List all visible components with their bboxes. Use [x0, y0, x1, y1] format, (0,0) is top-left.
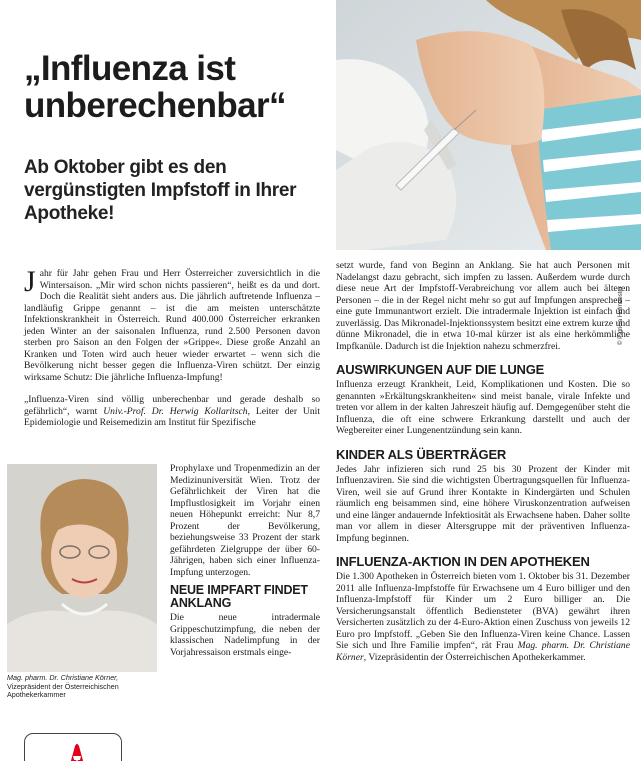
- subheadline: Ab Oktober gibt es den vergünstigten Impfstoff in Ihrer Apotheke!: [24, 157, 297, 224]
- column-left-narrow: [170, 463, 320, 658]
- photo-credit: © Patricia Hofmeester: [618, 286, 624, 345]
- section-text-aktion: Die 1.300 Apotheken in Österreich bieten vom 1. Oktober bis 31. Dezember 2011 alle Influenza-Impfstoffe für Erwachsene um 4 Euro billiger und den Influenza-Impfstoff für Kinder um 2 Euro billiger an. Die Versicherungsanstalt öffentlich Bediensteter (BVA) gewährt ihren Versicherten zusätzlich zu der 4-Euro-Aktion einen Zuschuss von jeweils 12 Euro pro Impfstoff. „Geben Sie den Influenza-Viren keine Chance. Lassen Sie sich und Ihre Familie impfen“, rät Frau Mag. pharm. Dr. Christiane Körner, Vizepräsidentin der Österreichischen Apothekerkammer.: [336, 571, 630, 663]
- intro-paragraph: Jahr für Jahr gehen Frau und Herr Österreicher zuversichtlich in die Wintersaison. „Mir wird schon nichts passieren“, heißt es da und dort. Doch die Realität sieht anders aus. Die jährlich auftretende Influenza – landläufig Grippe genannt – ist die am meisten unterschätzte Infektionskrankheit in Österreich. Rund 400.000 Österreicher erkranken jeden Winter an der saisonalen Influenza, rund 2.500 Personen davon sterben pro Saison an den Folgen der »Grippe«. Diese große Anzahl an Kranken und Toten wird auch heuer wieder erwartet – wenn sich die Bevölkerung nicht besser gegen die Influenza-Viren schützt. Der einzig wirksame Schutz: Die jährliche Influenza-Impfung!: [24, 265, 320, 383]
- section-heading-aktion: INFLUENZA-AKTION IN DEN APOTHEKEN: [336, 554, 590, 569]
- headline: „Influenza ist unberechenbar“: [24, 49, 286, 125]
- dropcap: J: [24, 265, 36, 298]
- arm-injection-photo: [336, 0, 641, 250]
- section-text-lunge: Influenza erzeugt Krankheit, Leid, Komplikationen und Kosten. Die so genannten »Erkältungskrankheiten« sind meist banale, virale Infekte und treten vor allem in der kalten Jahreszeit häufig auf. Demgegenüber steht die Influenza, die oft eine schwere Erkrankung darstellt und auch der Wegbereiter einer Lungenentzündung sein kann.: [336, 379, 630, 436]
- narrow-paragraph: Prophylaxe und Tropenmedizin an der Medizinuniversität Wien. Trotz der Gefährlichkeit der Viren hat die Impflustlosigkeit im Vorjahr einen neuen Höhepunkt erreicht: Nur 8,7 Prozent der Bevölkerung, beziehungsweise 33 Prozent der stark gefährdeten Zielgruppe der über 60-Jährigen, haben sich einer Influenza-Impfung unterzogen.: [170, 463, 320, 578]
- quote-paragraph: „Influenza-Viren sind völlig unberechenbar und gerade deshalb so gefährlich“, warnt Univ.-Prof. Dr. Herwig Kollaritsch, Leiter der Unit Epidemiologie und Reisemedizin am Institut für Spezifische: [24, 394, 320, 428]
- section-heading-kinder: KINDER ALS ÜBERTRÄGER: [336, 446, 507, 462]
- column-right: [336, 260, 630, 663]
- portrait-photo: [7, 464, 157, 672]
- apotheke-logo: [24, 733, 122, 761]
- pharmacist-name: Mag. pharm. Dr. Christiane Körner: [336, 640, 630, 663]
- section-heading-neue-impfart: NEUE IMPFART FINDET ANKLANG: [170, 583, 308, 610]
- portrait-caption: Mag. pharm. Dr. Christiane Körner, Vizepräsident der Österreichischen Apothekerkammer: [7, 673, 119, 700]
- expert-name: Univ.-Prof. Dr. Herwig Kollaritsch: [103, 405, 248, 417]
- section-text-kinder: Jedes Jahr infizieren sich rund 25 bis 30 Prozent der Kinder mit Influenzaviren. Sie sind die wichtigsten Übertragungsquellen für Influenza-Viren, weil sie auf Grund ihrer Kontakte in Kindergärten und Schulen räumlich eng beisammen sind, eine höhere Viruskonzentration aufweisen und eine länger andauernde Infektiosität als Erwachsene haben. Daher sollte man vor allem in dieser Altersgruppe mit der präventiven Influenza-Impfung beginnen.: [336, 463, 630, 544]
- section-text-neue-impfart: Die neue intradermale Grippeschutzimpfung, die neben der klassischen Nadelimpfung in der Vorjahressaison erstmals einge-: [170, 612, 320, 658]
- continued-paragraph: setzt wurde, fand von Beginn an Anklang. Sie hat auch Personen mit Nadelangst dazu gebracht, sich impfen zu lassen. Außerdem wurde durch diese neue Art der Impfstoff-Verabreichung vor allem auch bei älteren Personen – die in der Regel nicht mehr so gut auf Impfungen ansprechen – eine gute Immunantwort erzielt. Die intradermale Injektion ist einfach und zuverlässig. Das Mikronadel-Injektionssystem besitzt eine extrem kurze und dünne Mikronadel, die in etwa 10-mal kürzer ist als eine herkömmliche Impfkanüle. Dadurch ist die Injektion nahezu schmerzfrei.: [336, 260, 630, 352]
- section-heading-lunge: AUSWIRKUNGEN AUF DIE LUNGE: [336, 362, 545, 377]
- column-left: [24, 265, 320, 440]
